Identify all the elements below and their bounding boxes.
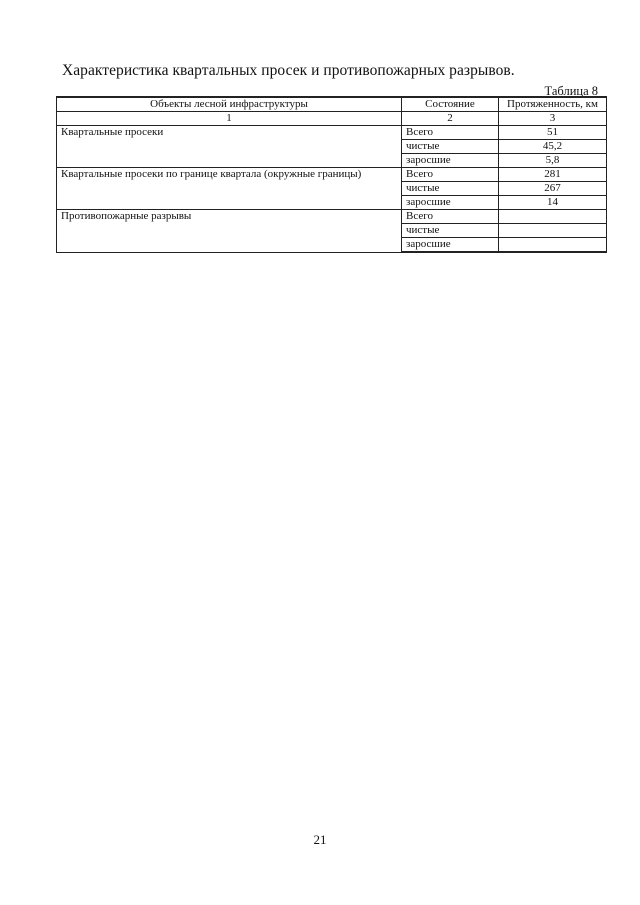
- state-cell: чистые: [402, 140, 499, 154]
- length-cell: 267: [499, 182, 607, 196]
- column-number-row: [57, 112, 607, 126]
- length-cell: 45,2: [499, 140, 607, 154]
- column-number-2: 2: [402, 112, 499, 126]
- state-cell: заросшие: [402, 238, 499, 253]
- length-cell: [499, 210, 607, 224]
- length-cell: [499, 238, 607, 253]
- state-cell: чистые: [402, 224, 499, 238]
- object-cell: Квартальные просеки: [57, 126, 402, 168]
- page-number: 21: [313, 832, 327, 847]
- state-cell: Всего: [402, 126, 499, 140]
- state-cell: Всего: [402, 168, 499, 182]
- header-length: Протяженность, км: [499, 97, 607, 112]
- state-cell: заросшие: [402, 196, 499, 210]
- table-row: [57, 210, 607, 224]
- table-header-row: [57, 97, 607, 112]
- table-caption: Таблица 8: [544, 84, 598, 98]
- header-objects: Объекты лесной инфраструктуры: [57, 97, 402, 112]
- length-cell: 14: [499, 196, 607, 210]
- length-cell: 5,8: [499, 154, 607, 168]
- document-title: Характеристика квартальных просек и противопожарных разрывов.: [62, 62, 515, 79]
- object-cell: Квартальные просеки по границе квартала (окружные границы): [57, 168, 402, 210]
- object-cell: Противопожарные разрывы: [57, 210, 402, 253]
- column-number-1: 1: [57, 112, 402, 126]
- table-row: [57, 168, 607, 182]
- state-cell: Всего: [402, 210, 499, 224]
- header-state: Состояние: [402, 97, 499, 112]
- length-cell: 51: [499, 126, 607, 140]
- state-cell: чистые: [402, 182, 499, 196]
- column-number-3: 3: [499, 112, 607, 126]
- state-cell: заросшие: [402, 154, 499, 168]
- length-cell: 281: [499, 168, 607, 182]
- infrastructure-table: [56, 96, 607, 253]
- length-cell: [499, 224, 607, 238]
- table-row: [57, 126, 607, 140]
